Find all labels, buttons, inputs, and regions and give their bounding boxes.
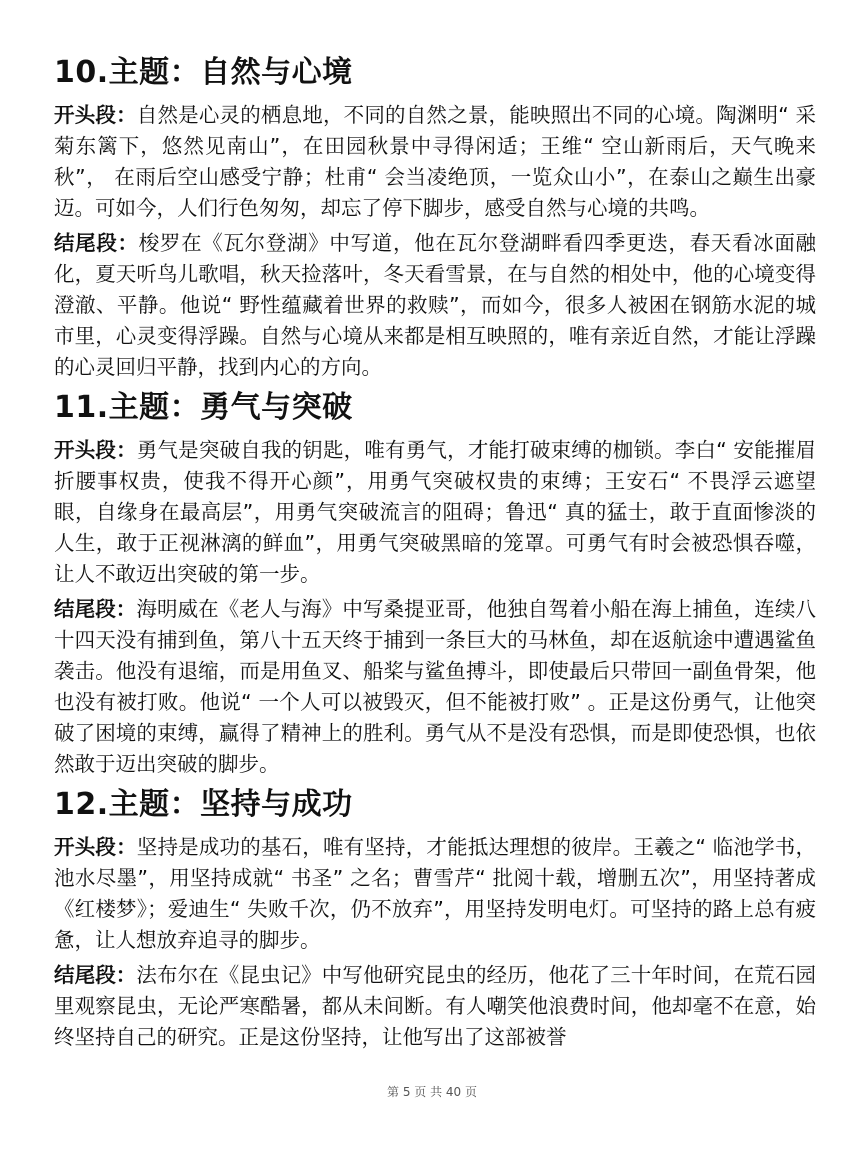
opening-text: 勇气是突破自我的钥匙，唯有勇气，才能打破束缚的枷锁。李白“ 安能摧眉折腰事权贵，使我不得开心颜”，用勇气突破权贵的束缚；王安石“ 不畏浮云遮望眼，自缘身在最高层”，用勇气突破流言的阻碍；鲁迅“ 真的猛士，敢于直面惨淡的人生，敢于正视淋漓的鲜血”，用勇气突破黑暗的笼罩。可勇气有时会被恐惧吞噬，让人不敢迈出突破的第一步。	[54, 438, 816, 586]
section-topic-12	[54, 782, 816, 1053]
ending-paragraph	[54, 960, 816, 1053]
ending-label: 结尾段：	[54, 231, 139, 255]
ending-paragraph	[54, 594, 816, 780]
page-number-footer: 第 5 页 共 40 页	[387, 1085, 477, 1099]
opening-paragraph	[54, 100, 816, 224]
section-title: 12.主题：坚持与成功	[54, 787, 353, 822]
opening-label: 开头段：	[54, 438, 137, 462]
opening-label: 开头段：	[54, 835, 137, 859]
ending-paragraph	[54, 228, 816, 383]
page-content	[54, 50, 816, 1055]
section-title: 11.主题：勇气与突破	[54, 390, 353, 425]
opening-label: 开头段：	[54, 103, 137, 127]
opening-paragraph	[54, 832, 816, 956]
ending-text: 法布尔在《昆虫记》中写他研究昆虫的经历，他花了三十年时间，在荒石园里观察昆虫，无论严寒酷暑，都从未间断。有人嘲笑他浪费时间，他却毫不在意，始终坚持自己的研究。正是这份坚持，让他写出了这部被誉	[54, 963, 816, 1049]
opening-text: 自然是心灵的栖息地，不同的自然之景，能映照出不同的心境。陶渊明“ 采菊东篱下，悠然见南山”，在田园秋景中寻得闲适；王维“ 空山新雨后，天气晚来秋”， 在雨后空山感受宁静；杜甫“ 会当凌绝顶，一览众山小”，在泰山之巅生出豪迈。可如今，人们行色匆匆，却忘了停下脚步，感受自然与心境的共鸣。	[54, 103, 816, 220]
ending-text: 海明威在《老人与海》中写桑提亚哥，他独自驾着小船在海上捕鱼，连续八十四天没有捕到鱼，第八十五天终于捕到一条巨大的马林鱼，却在返航途中遭遇鲨鱼袭击。他没有退缩，而是用鱼叉、船桨与鲨鱼搏斗，即使最后只带回一副鱼骨架，他也没有被打败。他说“ 一个人可以被毁灭，但不能被打败” 。正是这份勇气，让他突破了困境的束缚，赢得了精神上的胜利。勇气从不是没有恐惧，而是即使恐惧，也依然敢于迈出突破的脚步。	[54, 597, 816, 776]
ending-text: 梭罗在《瓦尔登湖》中写道，他在瓦尔登湖畔看四季更迭，春天看冰面融化，夏天听鸟儿歌唱，秋天捡落叶，冬天看雪景，在与自然的相处中，他的心境变得澄澈、平静。他说“ 野性蕴藏着世界的救赎”，而如今，很多人被困在钢筋水泥的城市里，心灵变得浮躁。自然与心境从来都是相互映照的，唯有亲近自然，才能让浮躁的心灵回归平静，找到内心的方向。	[54, 231, 817, 379]
ending-label: 结尾段：	[54, 963, 137, 987]
section-topic-11	[54, 385, 816, 780]
ending-label: 结尾段：	[54, 597, 137, 621]
section-title: 10.主题：自然与心境	[54, 55, 353, 90]
opening-paragraph	[54, 435, 816, 590]
section-topic-10	[54, 50, 816, 383]
opening-text: 坚持是成功的基石，唯有坚持，才能抵达理想的彼岸。王羲之“ 临池学书，池水尽墨”，用坚持成就“ 书圣” 之名；曹雪芹“ 批阅十载，增删五次”，用坚持著成《红楼梦》；爱迪生“ 失败千次，仍不放弃”，用坚持发明电灯。可坚持的路上总有疲惫，让人想放弃追寻的脚步。	[54, 835, 816, 952]
